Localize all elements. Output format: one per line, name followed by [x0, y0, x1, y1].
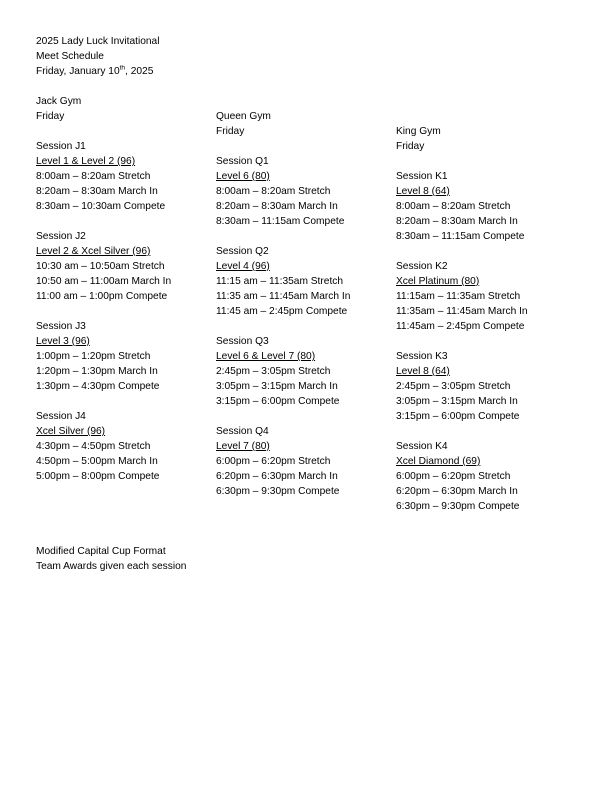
session-row: 11:15 am – 11:35am Stretch [216, 276, 344, 287]
session-row: 3:15pm – 6:00pm Compete [216, 396, 340, 407]
session-name: Session J3 [36, 321, 86, 332]
session-row: 8:30am – 10:30am Compete [36, 201, 166, 212]
session-row: 8:00am – 8:20am Stretch [396, 201, 511, 212]
session-level: Level 4 (96) [216, 261, 270, 272]
footer-awards-note: Team Awards given each session [36, 561, 187, 572]
session-name: Session J4 [36, 411, 86, 422]
gym-name: Queen Gym [216, 111, 271, 122]
session-row: 8:30am – 11:15am Compete [216, 216, 345, 227]
session-name: Session K2 [396, 261, 448, 272]
session-row: 3:05pm – 3:15pm March In [396, 396, 518, 407]
session-row: 11:15am – 11:35am Stretch [396, 291, 521, 302]
session-row: 10:50 am – 11:00am March In [36, 276, 172, 287]
session-row: 8:20am – 8:30am March In [216, 201, 338, 212]
session-row: 3:15pm – 6:00pm Compete [396, 411, 520, 422]
session-row: 8:20am – 8:30am March In [36, 186, 158, 197]
session-row: 1:20pm – 1:30pm March In [36, 366, 158, 377]
session-name: Session J1 [36, 141, 86, 152]
meet-title: 2025 Lady Luck Invitational [36, 36, 160, 47]
session-row: 6:30pm – 9:30pm Compete [396, 501, 520, 512]
session-row: 6:30pm – 9:30pm Compete [216, 486, 340, 497]
session-level: Level 2 & Xcel Silver (96) [36, 246, 151, 257]
session-name: Session Q2 [216, 246, 269, 257]
session-row: 2:45pm – 3:05pm Stretch [396, 381, 511, 392]
session-row: 6:20pm – 6:30pm March In [216, 471, 338, 482]
meet-date [36, 64, 153, 79]
gym-day: Friday [216, 126, 245, 137]
session-row: 8:00am – 8:20am Stretch [36, 171, 151, 182]
session-row: 2:45pm – 3:05pm Stretch [216, 366, 331, 377]
meet-subtitle: Meet Schedule [36, 51, 104, 62]
gym-name: King Gym [396, 126, 441, 137]
session-row: 5:00pm – 8:00pm Compete [36, 471, 160, 482]
session-row: 1:30pm – 4:30pm Compete [36, 381, 160, 392]
session-row: 11:45 am – 2:45pm Compete [216, 306, 348, 317]
gym-day: Friday [36, 111, 65, 122]
footer-format-note: Modified Capital Cup Format [36, 546, 166, 557]
session-name: Session Q1 [216, 156, 269, 167]
session-level: Level 8 (64) [396, 366, 450, 377]
session-level: Level 1 & Level 2 (96) [36, 156, 136, 167]
gym-name: Jack Gym [36, 96, 82, 107]
session-row: 8:20am – 8:30am March In [396, 216, 518, 227]
session-level: Level 3 (96) [36, 336, 90, 347]
session-row: 6:00pm – 6:20pm Stretch [216, 456, 331, 467]
session-level: Xcel Platinum (80) [396, 276, 480, 287]
meet-date-suffix: , 2025 [125, 66, 154, 77]
session-level: Level 6 & Level 7 (80) [216, 351, 316, 362]
session-name: Session J2 [36, 231, 86, 242]
session-row: 6:20pm – 6:30pm March In [396, 486, 518, 497]
session-row: 8:00am – 8:20am Stretch [216, 186, 331, 197]
meet-date-sup: th [119, 64, 126, 72]
session-row: 4:30pm – 4:50pm Stretch [36, 441, 151, 452]
session-level: Level 7 (80) [216, 441, 270, 452]
session-row: 11:35 am – 11:45am March In [216, 291, 351, 302]
session-level: Level 6 (80) [216, 171, 270, 182]
session-row: 11:00 am – 1:00pm Compete [36, 291, 168, 302]
session-row: 3:05pm – 3:15pm March In [216, 381, 338, 392]
session-row: 6:00pm – 6:20pm Stretch [396, 471, 511, 482]
session-name: Session Q3 [216, 336, 269, 347]
session-row: 11:45am – 2:45pm Compete [396, 321, 525, 332]
session-row: 11:35am – 11:45am March In [396, 306, 528, 317]
session-level: Xcel Silver (96) [36, 426, 106, 437]
session-row: 10:30 am – 10:50am Stretch [36, 261, 165, 272]
session-name: Session K3 [396, 351, 448, 362]
session-name: Session K4 [396, 441, 448, 452]
session-name: Session Q4 [216, 426, 269, 437]
gym-day: Friday [396, 141, 425, 152]
session-row: 8:30am – 11:15am Compete [396, 231, 525, 242]
session-level: Level 8 (64) [396, 186, 450, 197]
session-level: Xcel Diamond (69) [396, 456, 481, 467]
meet-date-prefix: Friday, January 10 [36, 66, 120, 77]
session-row: 4:50pm – 5:00pm March In [36, 456, 158, 467]
session-row: 1:00pm – 1:20pm Stretch [36, 351, 151, 362]
session-name: Session K1 [396, 171, 448, 182]
